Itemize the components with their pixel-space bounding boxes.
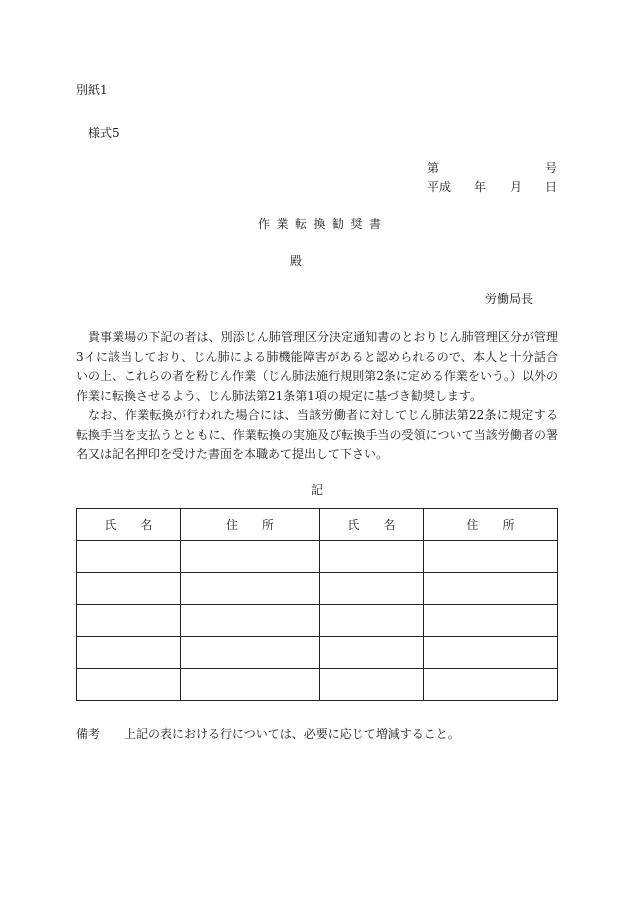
attachment-label: 別紙1 [76,83,108,97]
table-cell[interactable] [181,541,320,573]
table-cell[interactable] [424,541,558,573]
document-title: 作業転換勧奨書 [258,217,388,231]
table-cell[interactable] [424,573,558,605]
date-day-label: 日 [545,180,558,194]
header-name-2: 氏 名 [320,509,424,541]
table-row [77,541,558,573]
header-address-1: 住 所 [181,509,320,541]
header-name-1: 氏 名 [77,509,181,541]
table-cell[interactable] [77,637,181,669]
table-cell[interactable] [320,541,424,573]
table-cell[interactable] [320,637,424,669]
issuer: 労働局長 [485,292,534,306]
remarks-label: 備考 [76,727,101,741]
body-text [76,328,558,465]
table-cell[interactable] [424,669,558,701]
header-address-2: 住 所 [424,509,558,541]
addressee-suffix: 殿 [290,254,303,268]
paragraph-1: 貴事業場の下記の者は、別添じん肺管理区分決定通知書のとおりじん肺管理区分が管理3イに該当しており、じん肺による肺機能障害があると認められるので、本人と十分話合いの上、これらの者を粉じん作業（じん肺法施行規則第2条に定める作業をいう。）以外の作業に転換させるよう、じん肺法第21条第1項の規定に基づき勧奨します。 [76,330,558,403]
remarks-text: 上記の表における行については、必要に応じて増減すること。 [124,727,460,741]
table-cell[interactable] [181,637,320,669]
table-row [77,637,558,669]
table-header-row [77,509,558,541]
table-cell[interactable] [320,605,424,637]
table-cell[interactable] [77,573,181,605]
table-cell[interactable] [77,541,181,573]
table-cell[interactable] [320,573,424,605]
doc-number-suffix: 号 [545,161,558,175]
table-cell[interactable] [181,669,320,701]
table-row [77,573,558,605]
table-cell[interactable] [320,669,424,701]
worker-table [76,508,558,701]
record-heading: 記 [311,483,324,497]
table-row [77,669,558,701]
table-cell[interactable] [181,605,320,637]
table-row [77,605,558,637]
form-number: 様式5 [88,126,120,140]
date-year-label: 年 [474,180,487,194]
paragraph-2: なお、作業転換が行われた場合には、当該労働者に対してじん肺法第22条に規定する転換手当を支払うとともに、作業転換の実施及び転換手当の受領について当該労働者の署名又は記名押印を受けた書面を本職あて提出して下さい。 [76,408,558,461]
table-cell[interactable] [77,605,181,637]
date-month-label: 月 [510,180,523,194]
table-cell[interactable] [424,605,558,637]
table-cell[interactable] [181,573,320,605]
table-cell[interactable] [77,669,181,701]
doc-number-prefix: 第 [427,161,440,175]
table-cell[interactable] [424,637,558,669]
date-era: 平成 [427,180,452,194]
